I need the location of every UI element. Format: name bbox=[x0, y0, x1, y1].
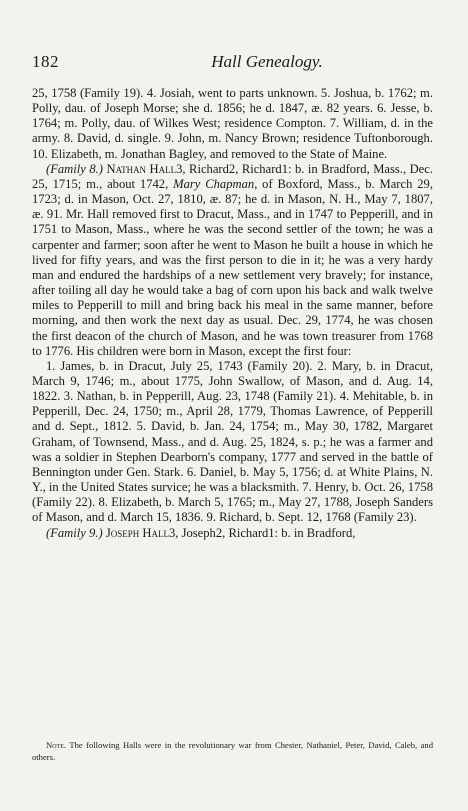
family-reference: (Family 8.) bbox=[46, 161, 103, 176]
page-body bbox=[32, 86, 433, 541]
paragraph-family-continuation: 25, 1758 (Family 19). 4. Josiah, went to parts unknown. 5. Joshua, b. 1762; m. Polly, dau. of Joseph Morse; she d. 1856; he d. 1847, æ. 82 years. 6. Jesse, b. 1764; m. Polly, dau. of Wilkes West; residence Compton. 7. William, d. in the army. 8. David, d. single. 9. John, m. Nancy Brown; residence Tuftonborough. 10. Elizabeth, m. Jonathan Bagley, and removed to the State of Maine. bbox=[32, 86, 433, 161]
page-header bbox=[32, 52, 432, 74]
paragraph-family-9 bbox=[32, 526, 433, 541]
person-name: Joseph Hall bbox=[105, 525, 169, 540]
paragraph-text: , of Boxford, Mass., b. March 29, 1723; d. in Mason, Oct. 27, 1810, æ. 87; he d. in Mason, N. H., May 7, 1807, æ. 91. Mr. Hall removed first to Dracut, Mass., and in 1747 to Pepperill, and in 1751 to Mason, Mass., where he was the second settler of the town; he was a carpenter and farmer; soon after he went to Mason he built a house in which he lived for fifty years, and was the first person to die in it; he was a very hardy man and endured the hardships of a new settlement very bravely; for instance, after toiling all day he would take a bag of corn upon his back and walk twelve miles to Pepperill to mill and bring back his meal in the same manner, before morning, and then work the next day as usual. Dec. 29, 1774, he was chosen the first deacon of the church of Mason, and he was town treasurer from 1768 to 1776. His children were born in Mason, except the first four: bbox=[32, 176, 433, 358]
page-number: 182 bbox=[32, 52, 59, 71]
footnote bbox=[32, 739, 433, 763]
spouse-name: Mary Chapman bbox=[173, 176, 255, 191]
paragraph-text: 3, Joseph2, Richard1: b. in Bradford, bbox=[168, 525, 356, 540]
footnote-text: The following Halls were in the revolutionary war from Chester, Nathaniel, Peter, David, Caleb, and others. bbox=[32, 740, 433, 762]
family-reference: (Family 9.) bbox=[46, 525, 103, 540]
footnote-label: Note. bbox=[46, 740, 67, 750]
lineage-text: 3, Richard2, Richard1: b. in Bradford, Mass., Dec. 25, 1715; m., about 1742, bbox=[32, 161, 433, 191]
person-name: Nathan Hall bbox=[106, 161, 177, 176]
running-title: Hall Genealogy. bbox=[211, 52, 323, 71]
paragraph-family-8 bbox=[32, 162, 433, 359]
paragraph-children: 1. James, b. in Dracut, July 25, 1743 (Family 20). 2. Mary, b. in Dracut, March 9, 1746; m., about 1775, John Swallow, of Mason, and d. Aug. 14, 1822. 3. Nathan, b. in Pepperill, Aug. 23, 1748 (Family 21). 4. Mehitable, b. in Pepperill, Dec. 24, 1750; m., April 28, 1779, Thomas Lawrence, of Pepperill and d. Sept., 1812. 5. David, b. Jan. 24, 1754; m., May 30, 1782, Margaret Graham, of Townsend, Mass., and d. Aug. 25, 1824, s. p.; he was a farmer and was a soldier in Stephen Dearborn's company, 1777 and served in the battle of Bennington under Gen. Stark. 6. Daniel, b. May 5, 1756; d. at White Plains, N. Y., in the United States survice; he was a blacksmith. 7. Henry, b. Oct. 26, 1758 (Family 22). 8. Elizabeth, b. March 5, 1765; m., May 27, 1788, Joseph Sanders of Mason, and d. March 15, 1836. 9. Richard, b. Sept. 12, 1768 (Family 23). bbox=[32, 358, 433, 525]
